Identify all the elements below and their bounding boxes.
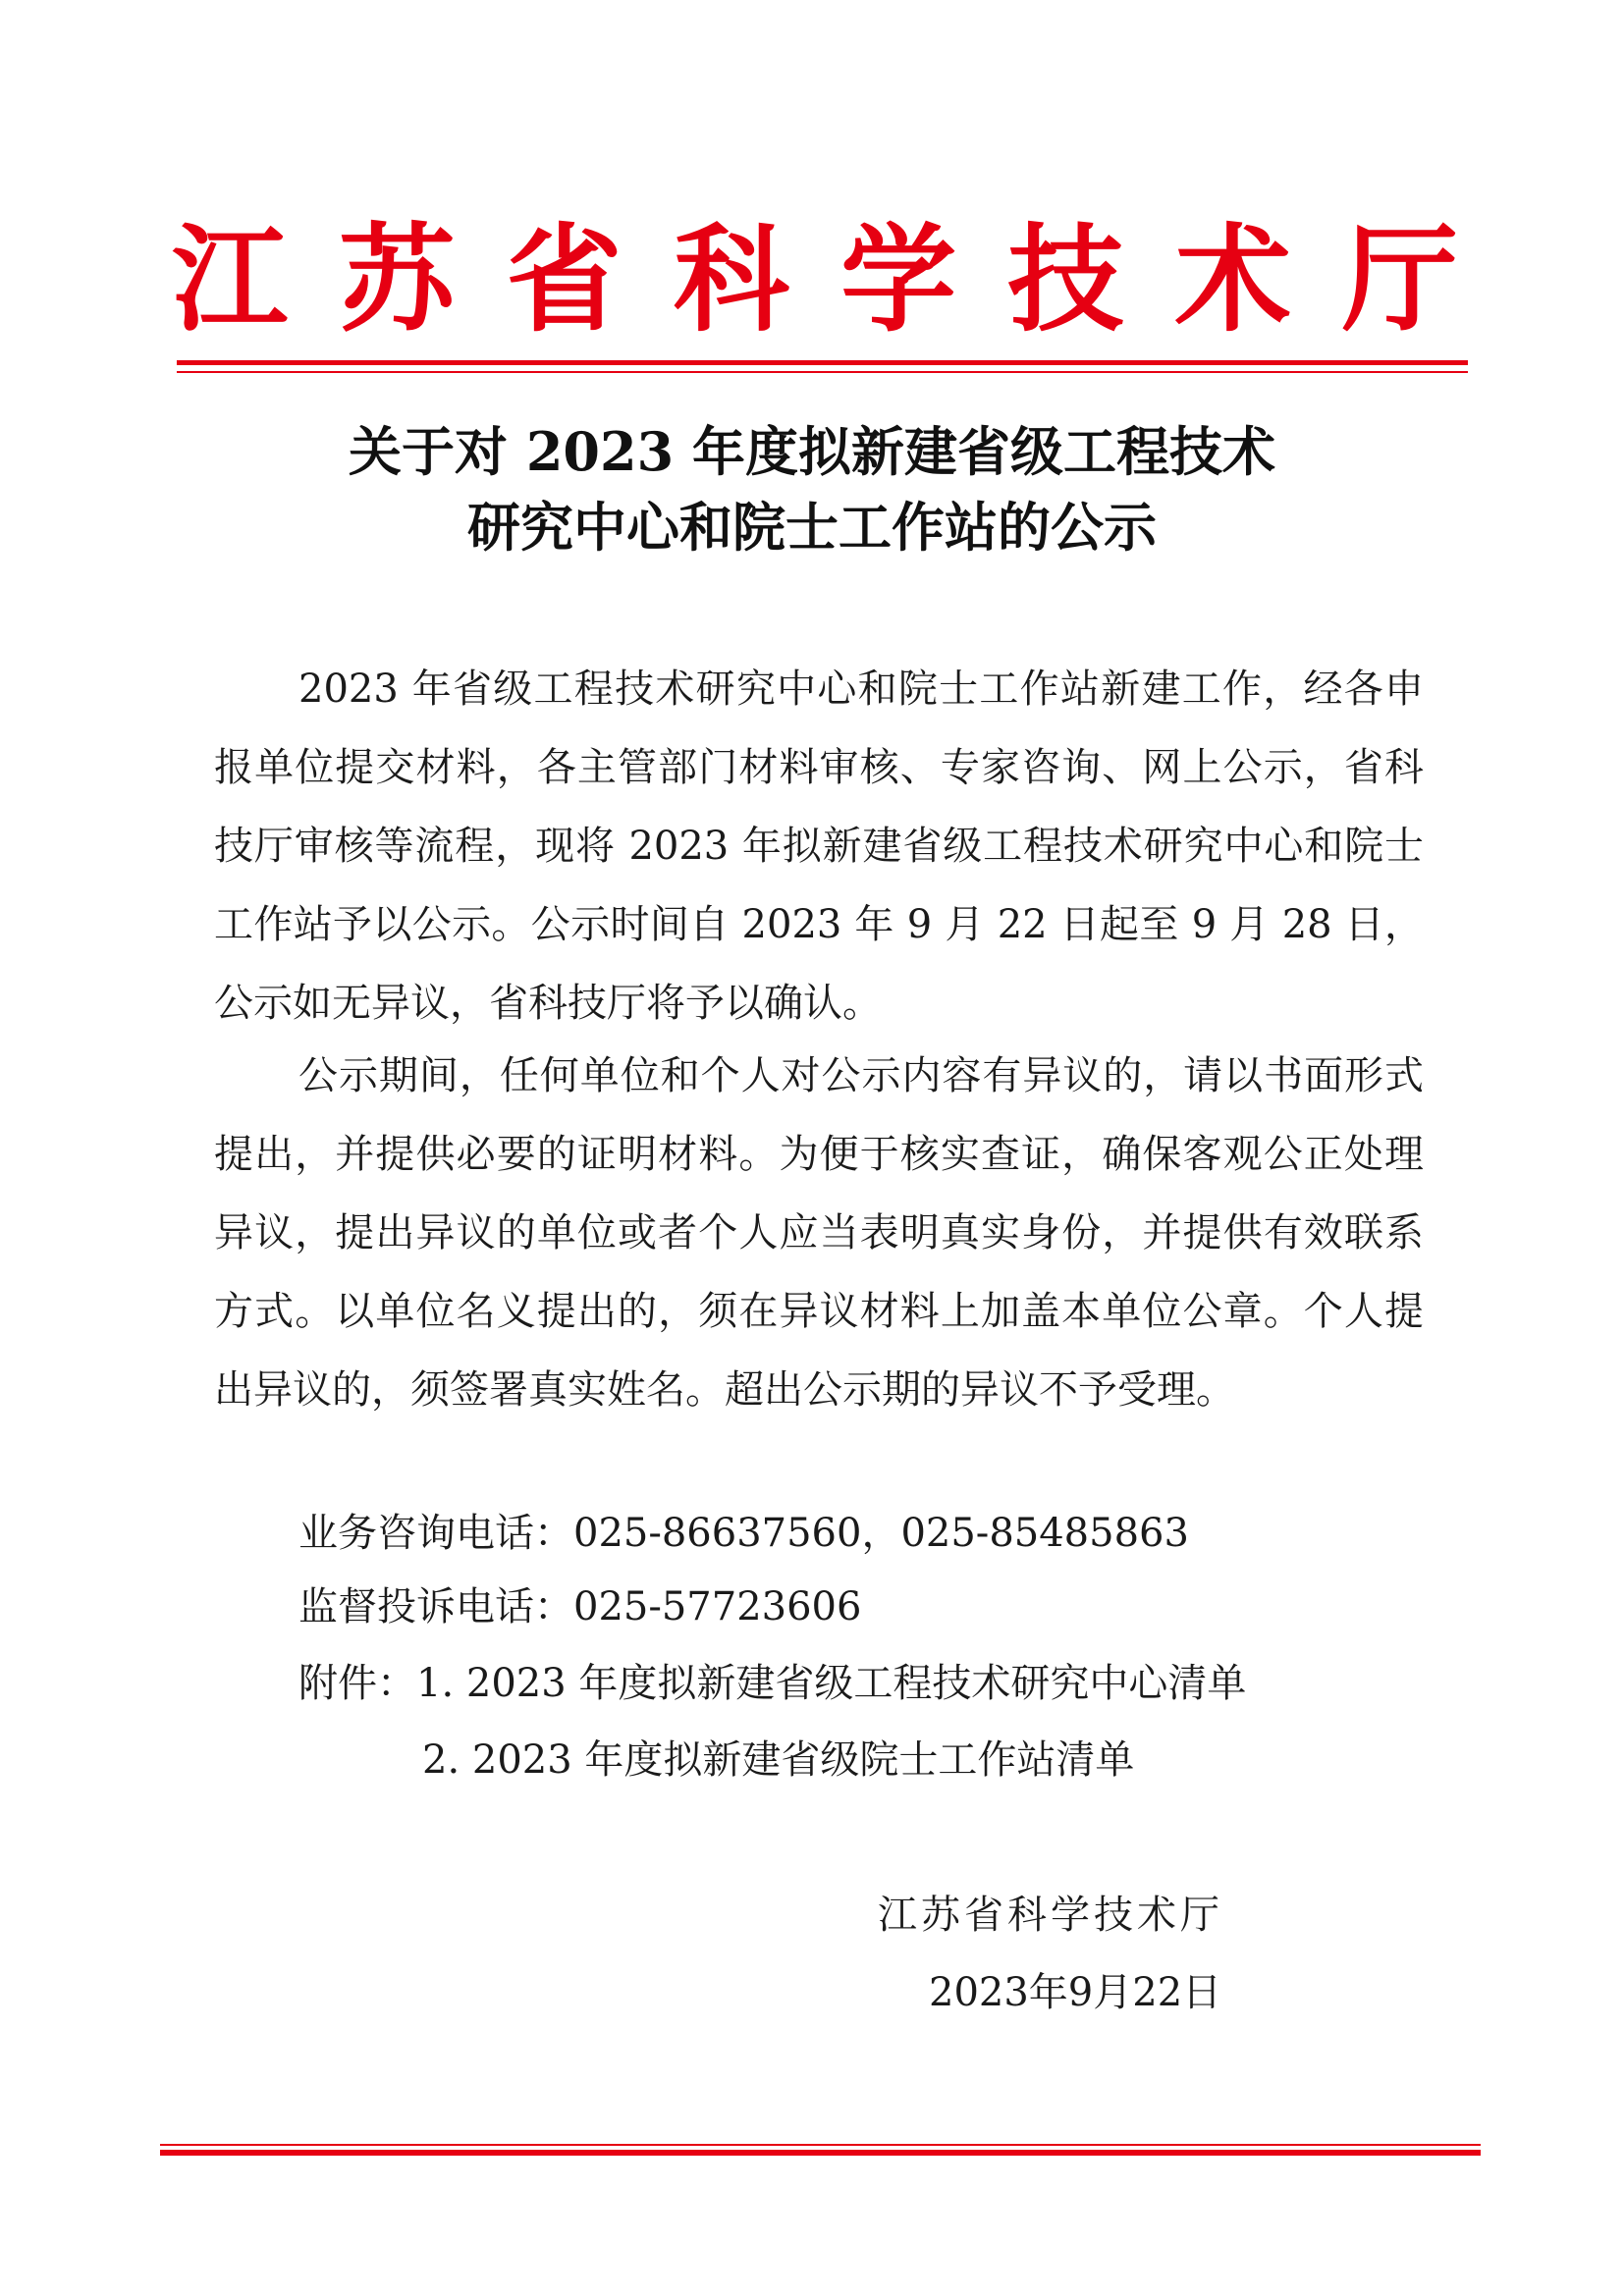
footer-divider-thick	[160, 2150, 1481, 2156]
masthead-char: 技	[1007, 212, 1124, 347]
masthead-char: 苏	[339, 212, 456, 347]
masthead-divider-thick	[177, 360, 1468, 365]
attachment-item-2: 2. 2023 年度拟新建省级院士工作站清单	[422, 1737, 1135, 1783]
masthead-char: 术	[1174, 212, 1291, 347]
signature-date: 2023年9月22日	[929, 1970, 1222, 2015]
document-title-line-1: 关于对 2023 年度拟新建省级工程技术	[349, 420, 1275, 483]
complaint-phone: 监督投诉电话：025-57723606	[298, 1584, 862, 1629]
body-paragraph-2: 公示期间，任何单位和个人对公示内容有异议的，请以书面形式提出，并提供必要的证明材料。为便于核实查证，确保客观公正处理异议，提出异议的单位或者个人应当表明真实身份，并提供有效联系方式。以单位名义提出的，须在异议材料上加盖本单位公章。个人提出异议的，须签署真实姓名。超出公示期的异议不予受理。	[214, 1053, 1424, 1413]
body-paragraph-1-block	[214, 650, 1424, 1042]
masthead-char: 省	[506, 212, 623, 347]
signature-org: 江苏省科学技术厅	[878, 1893, 1223, 1938]
footer-divider-thin	[160, 2144, 1481, 2146]
masthead-char: 江	[172, 212, 289, 347]
masthead-char: 学	[840, 212, 957, 347]
masthead-org-name	[172, 206, 1458, 353]
masthead-char: 厅	[1341, 212, 1458, 347]
masthead-char: 科	[673, 212, 789, 347]
attachment-item-1: 附件：1. 2023 年度拟新建省级工程技术研究中心清单	[298, 1661, 1247, 1706]
masthead-divider-thin	[177, 371, 1468, 373]
business-inquiry-phone: 业务咨询电话：025-86637560，025-85485863	[298, 1511, 1189, 1556]
document-title-line-2: 研究中心和院士工作站的公示	[467, 496, 1157, 559]
body-paragraph-2-block	[214, 1037, 1424, 1429]
body-paragraph-1: 2023 年省级工程技术研究中心和院士工作站新建工作，经各申报单位提交材料，各主管部门材料审核、专家咨询、网上公示，省科技厅审核等流程，现将 2023 年拟新建省级工程技术研究中心和院士工作站予以公示。公示时间自 2023 年 9 月 22 日起至 9 月 28 日，公示如无异议，省科技厅将予以确认。	[214, 667, 1424, 1026]
